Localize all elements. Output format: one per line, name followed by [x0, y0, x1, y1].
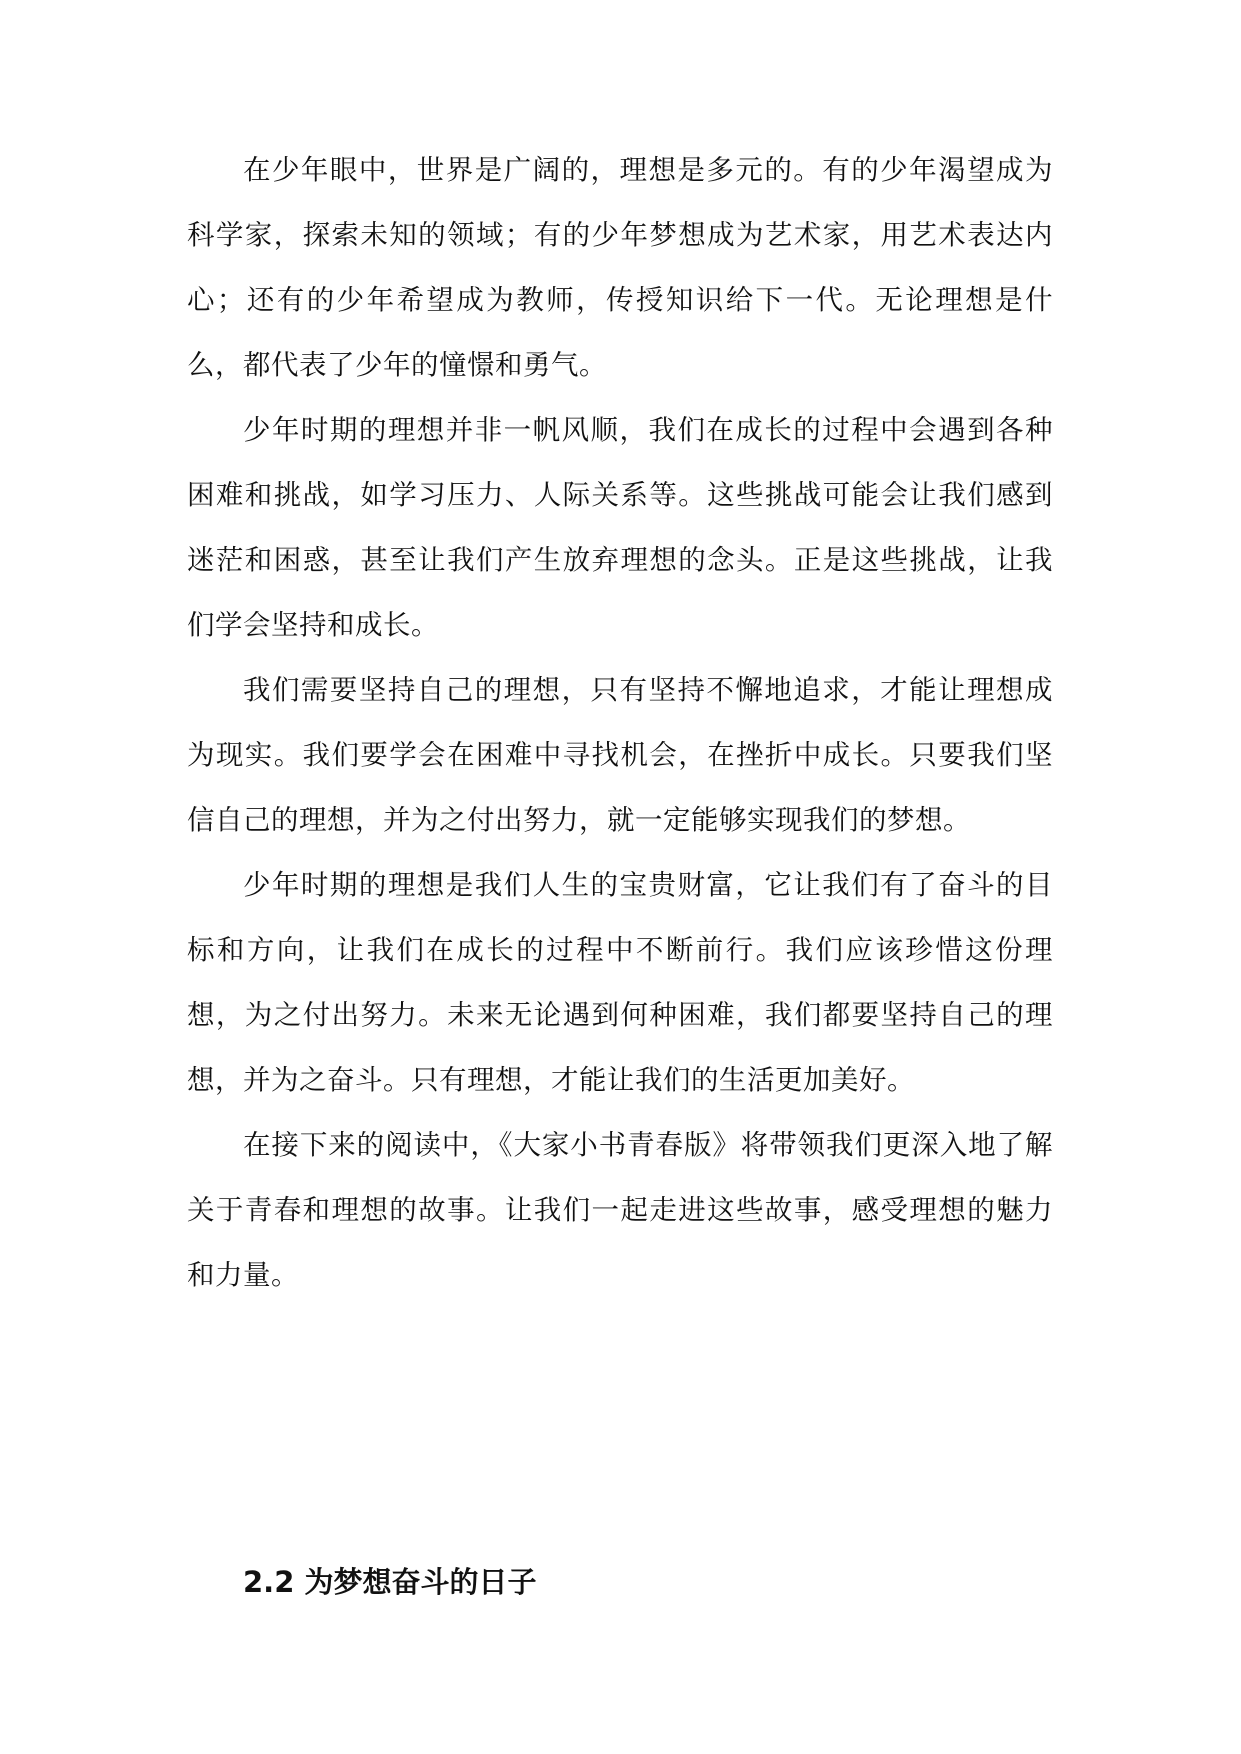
body-text: [187, 138, 1053, 1308]
paragraph-reading-intro: 在接下来的阅读中，《大家小书青春版》将带领我们更深入地了解关于青春和理想的故事。让我们一起走进这些故事，感受理想的魅力和力量。: [187, 1129, 1053, 1291]
section-heading: 2.2 为梦想奋斗的日子: [243, 1565, 537, 1599]
paragraph-treasure: 少年时期的理想是我们人生的宝贵财富，它让我们有了奋斗的目标和方向，让我们在成长的过程中不断前行。我们应该珍惜这份理想，为之付出努力。未来无论遇到何种困难，我们都要坚持自己的理想，并为之奋斗。只有理想，才能让我们的生活更加美好。: [187, 869, 1053, 1096]
paragraph-challenges: 少年时期的理想并非一帆风顺，我们在成长的过程中会遇到各种困难和挑战，如学习压力、人际关系等。这些挑战可能会让我们感到迷茫和困惑，甚至让我们产生放弃理想的念头。正是这些挑战，让我们学会坚持和成长。: [187, 414, 1053, 641]
paragraph-ideals-diverse: 在少年眼中，世界是广阔的，理想是多元的。有的少年渴望成为科学家，探索未知的领域；有的少年梦想成为艺术家，用艺术表达内心；还有的少年希望成为教师，传授知识给下一代。无论理想是什么，都代表了少年的憧憬和勇气。: [187, 154, 1053, 381]
paragraph-persistence: 我们需要坚持自己的理想，只有坚持不懈地追求，才能让理想成为现实。我们要学会在困难中寻找机会，在挫折中成长。只要我们坚信自己的理想，并为之付出努力，就一定能够实现我们的梦想。: [187, 674, 1053, 836]
